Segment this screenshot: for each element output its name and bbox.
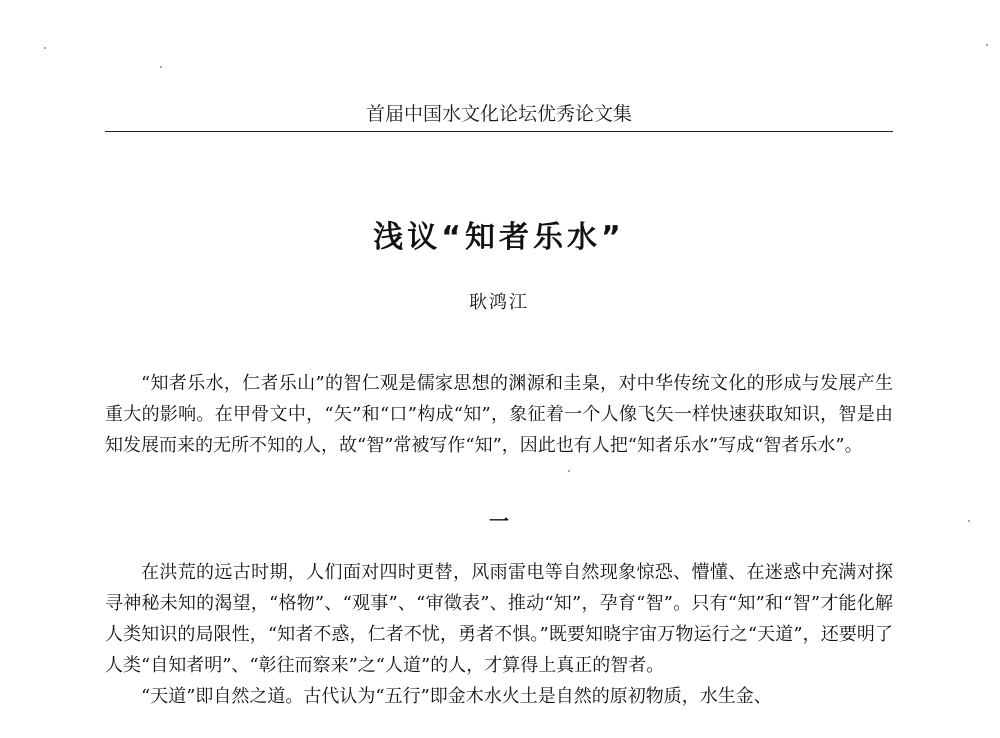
scan-speck (968, 520, 970, 522)
intro-section (105, 368, 893, 461)
scan-speck (160, 66, 162, 68)
running-header: 首届中国水文化论坛优秀论文集 (365, 103, 632, 125)
paragraph-heaven-way: “天道”即自然之道。古代认为“五行”即金木水火土是自然的原初物质，水生金、 (141, 686, 772, 707)
scan-speck (44, 47, 46, 49)
paragraph-section-one: 在洪荒的远古时期，人们面对四时更替，风雨雷电等自然现象惊恐、懵懂、在迷惑中充满对探寻神秘未知的渴望，“格物”、“观事”、“审徵表”、推动“知”，孕育“智”。只有“知”和“智”才能化解人类知识的局限性，“知者不惑，仁者不忧，勇者不惧。”既要知晓宇宙万物运行之“天道”，还要明了人类“自知者明”、“彰往而察来”之“人道”的人，才算得上真正的智者。 (105, 562, 893, 676)
scan-speck (986, 44, 988, 46)
author-name: 耿鸿江 (469, 292, 529, 313)
section-number: 一 (489, 509, 509, 533)
section-one (105, 557, 893, 712)
scan-speck (568, 470, 570, 472)
paragraph-intro: “知者乐水，仁者乐山”的智仁观是儒家思想的渊源和圭臬，对中华传统文化的形成与发展产生重大的影响。在甲骨文中，“矢”和“口”构成“知”，象征着一个人像飞矢一样快速获取知识，智是由知发展而来的无所不知的人，故“智”常被写作“知”，因此也有人把“知者乐水”写成“智者乐水”。 (105, 373, 893, 456)
header-rule (105, 131, 893, 132)
article-title: 浅议“知者乐水” (373, 220, 625, 255)
